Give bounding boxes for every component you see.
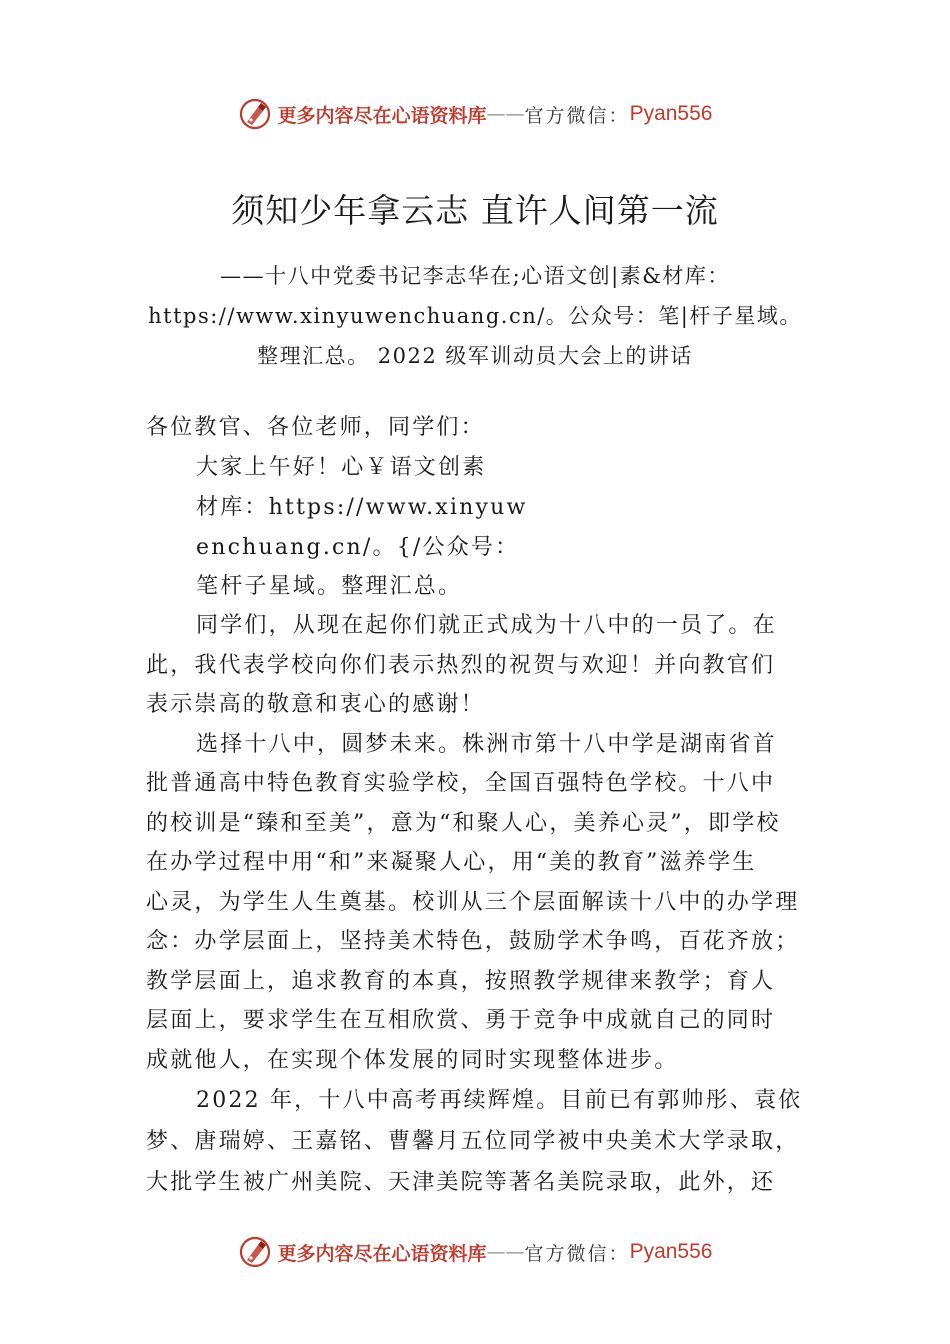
banner-wechat-label: 官方微信：: [524, 104, 630, 127]
document-title: 须知少年拿云志 直许人间第一流: [231, 191, 719, 230]
subtitle-line: 整理汇总。 2022 级军训动员大会上的讲话: [257, 344, 693, 368]
subtitle-line: https://www.xinyuwenchuang.cn/。公众号：笔|杆子星域。: [148, 304, 802, 328]
body-line: 在办学过程中用“和”来凝聚人心，用“美的教育”滋养学生: [146, 850, 757, 875]
salutation: 各位教官、各位老师，同学们：: [146, 415, 485, 440]
banner-wechat-id: Pyan556: [629, 1240, 713, 1263]
body-line: 此，我代表学校向你们表示热烈的祝贺与欢迎！并向教官们: [146, 653, 776, 678]
footer-banner: [0, 1230, 950, 1274]
body-line: 笔杆子星域。整理汇总。: [196, 574, 463, 599]
banner-site-text: 更多内容尽在心语资料库: [277, 104, 487, 127]
body-line: 念：办学层面上，坚持美术特色，鼓励学术争鸣，百花齐放；: [146, 929, 800, 954]
body-line: 表示崇高的敬意和衷心的感谢！: [146, 692, 485, 717]
header-banner: [0, 92, 950, 136]
body-line: 批普通高中特色教育实验学校，全国百强特色学校。十八中: [146, 771, 776, 796]
banner-wechat-id: Pyan556: [629, 102, 713, 125]
body-line: 大家上午好！心￥语文创素: [196, 455, 487, 480]
body-line: 教学层面上，追求教育的本真，按照教学规律来教学；育人: [146, 969, 776, 994]
body-line: 梦、唐瑞婷、王嘉铭、曹馨月五位同学被中央美术大学录取，: [146, 1129, 800, 1154]
pen-nib-logo-icon: [238, 1235, 272, 1269]
body-line: 心灵，为学生人生奠基。校训从三个层面解读十八中的办学理: [146, 890, 800, 915]
body-line: 层面上，要求学生在互相欣赏、勇于竞争中成就自己的同时: [146, 1008, 776, 1033]
banner-wechat-label: 官方微信：: [524, 1242, 630, 1265]
banner-dash: ——: [486, 103, 525, 125]
body-line: 材库：https://www.xinyuw: [196, 495, 528, 520]
body-line: 大批学生被广州美院、天津美院等著名美院录取，此外，还: [146, 1170, 776, 1195]
body-line: 的校训是“臻和至美”，意为“和聚人心，美养心灵”，即学校: [146, 811, 781, 836]
banner-dash: ——: [486, 1241, 525, 1263]
subtitle-line: ——十八中党委书记李志华在;心语文创|素&材库：: [220, 264, 730, 288]
body-line: 2022 年，十八中高考再续辉煌。目前已有郭帅彤、袁依: [196, 1088, 803, 1113]
body-line: 选择十八中，圆梦未来。株洲市第十八中学是湖南省首: [196, 732, 777, 757]
banner-site-text: 更多内容尽在心语资料库: [277, 1242, 487, 1265]
pen-nib-logo-icon: [238, 97, 272, 131]
body-line: enchuang.cn/。{/公众号：: [196, 535, 520, 560]
body-line: 同学们，从现在起你们就正式成为十八中的一员了。在: [196, 613, 777, 638]
body-line: 成就他人，在实现个体发展的同时实现整体进步。: [146, 1048, 679, 1073]
